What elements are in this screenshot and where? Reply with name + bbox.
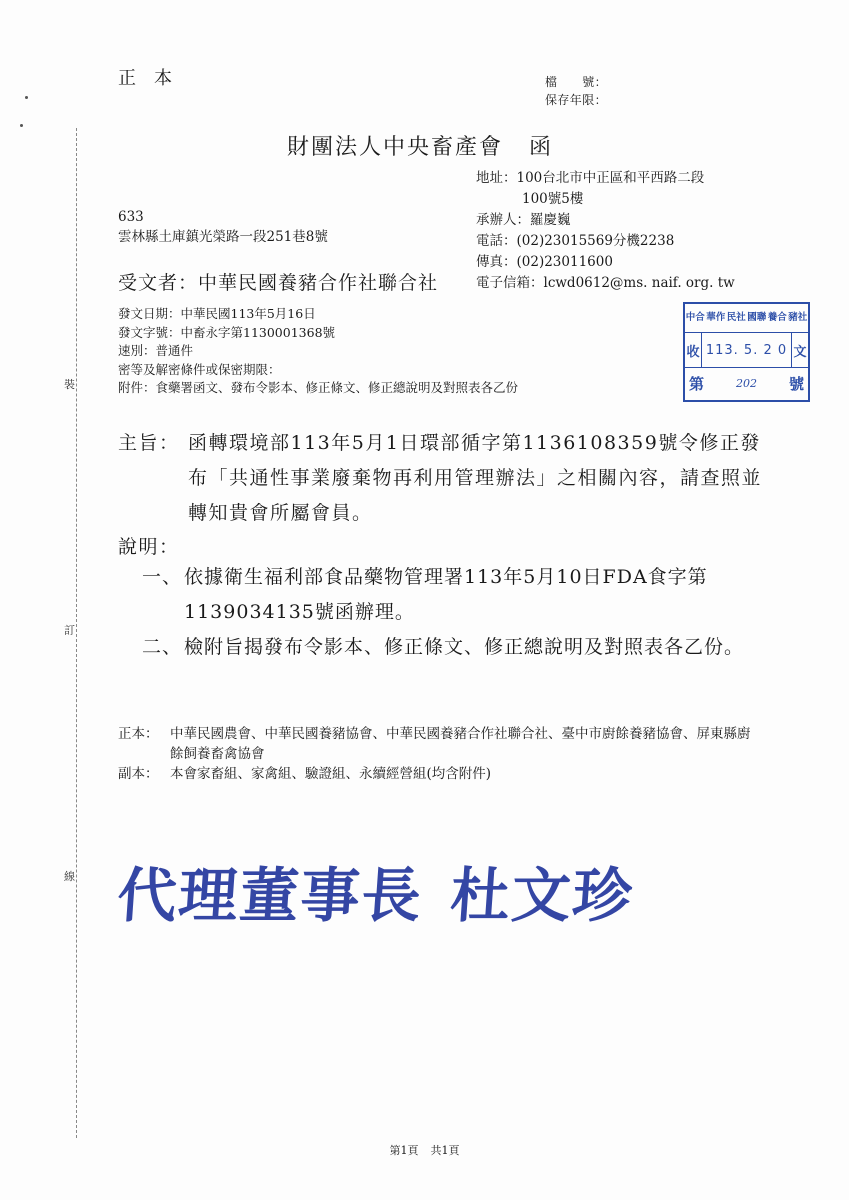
stamp-org [685,304,808,333]
binding-mark-staple: 訂 [64,620,75,640]
primary-recipients: 中華民國農會、中華民國養豬協會、中華民國養豬合作社聯合社、臺中市廚餘養豬協會、屏東縣廚餘飼養畜禽協會 [170,726,751,762]
phone: 電話：(02)23015569分機2238 [476,233,675,249]
page-number: 第1頁 [389,1144,419,1157]
address-line: 地址：100台北市中正區和平西路二段 [476,170,705,186]
security-level: 密等及解密條件或保密期限： [118,361,281,377]
distribution [118,724,758,784]
page-total: 共1頁 [430,1144,460,1157]
stamp-org-char: 養合 [767,312,787,323]
retention-label: 保存年限： [545,93,608,107]
stamp-org-char: 華作 [706,312,726,323]
copy-label: 副本： [118,766,159,782]
org-name: 財團法人中央畜產會 [287,135,504,160]
recipient-address: 雲林縣土庫鎮光榮路一段251巷8號 [118,229,328,245]
recipient: 受文者：中華民國養豬合作社聯合社 [118,272,439,294]
binding-mark-line: 線 [64,866,75,886]
copy-recipients: 本會家畜組、家禽組、驗證組、永續經營組(均含附件) [170,766,492,782]
stamp-org-char: 國聯 [747,312,767,323]
handler: 承辦人：羅慶巍 [476,212,571,228]
explanation-heading: 說明： [118,536,180,558]
item-number: 一、 [142,566,183,588]
zip-code: 633 [118,209,144,225]
address-line: 100號5樓 [522,191,584,207]
document-number: 發文字號：中畜永字第1130001368號 [118,324,336,340]
item-number: 二、 [142,636,183,658]
stamp-right: 文 [793,344,807,360]
scan-speck [20,124,23,127]
attachments: 附件：食藥署函文、發布令影本、修正條文、修正總說明及對照表各乙份 [118,380,519,395]
stamp-org-char: 中合 [685,312,705,323]
email: 電子信箱：lcwd0612@ms. naif. org. tw [476,275,735,291]
binding-line [76,128,77,1138]
page-footer [0,1142,849,1158]
stamp-suffix: 號 [788,374,804,393]
stamp-left: 收 [686,344,700,360]
signature-name: 杜文珍 [448,861,637,930]
archive-info [545,73,607,109]
stamp-number: 202 [736,376,757,390]
item-text: 檢附旨揭發布令影本、修正條文、修正總說明及對照表各乙份。 [184,636,745,658]
sender-contact [476,168,735,294]
primary-label: 正本： [118,726,159,742]
file-number-label: 檔 號： [545,75,608,89]
stamp-date: 113. 5. 2 0 [701,333,792,367]
document-title [287,130,553,161]
subject-text: 函轉環境部113年5月1日環部循字第1136108359號令修正發布「共通性事業廢棄物再利用管理辦法」之相關內容，請查照並轉知貴會所屬會員。 [188,432,763,524]
subject-label: 主旨： [118,432,180,454]
item-text: 依據衛生福利部食品藥物管理署113年5月10日FDA食字第1139034135號函辦理。 [184,566,708,623]
fax: 傳真：(02)23011600 [476,254,613,270]
stamp-org-char: 豬社 [788,312,808,323]
signature-stamp [115,848,741,933]
binding-mark-bind: 裝 [64,374,75,394]
receipt-stamp [683,302,810,402]
signature-title: 代理董事長 [115,861,426,930]
stamp-org-char: 民社 [726,312,746,323]
explanation-item [142,630,762,665]
document-meta [118,305,518,398]
issue-date: 發文日期：中華民國113年5月16日 [118,306,316,321]
copy-type: 正本 [118,68,190,89]
subject [118,426,768,531]
doc-kind: 函 [529,135,554,160]
explanation-item [142,560,762,630]
speed: 速別：普通件 [118,343,194,358]
scan-speck [25,96,28,99]
recipient-postal [118,207,328,247]
stamp-prefix: 第 [689,374,705,393]
